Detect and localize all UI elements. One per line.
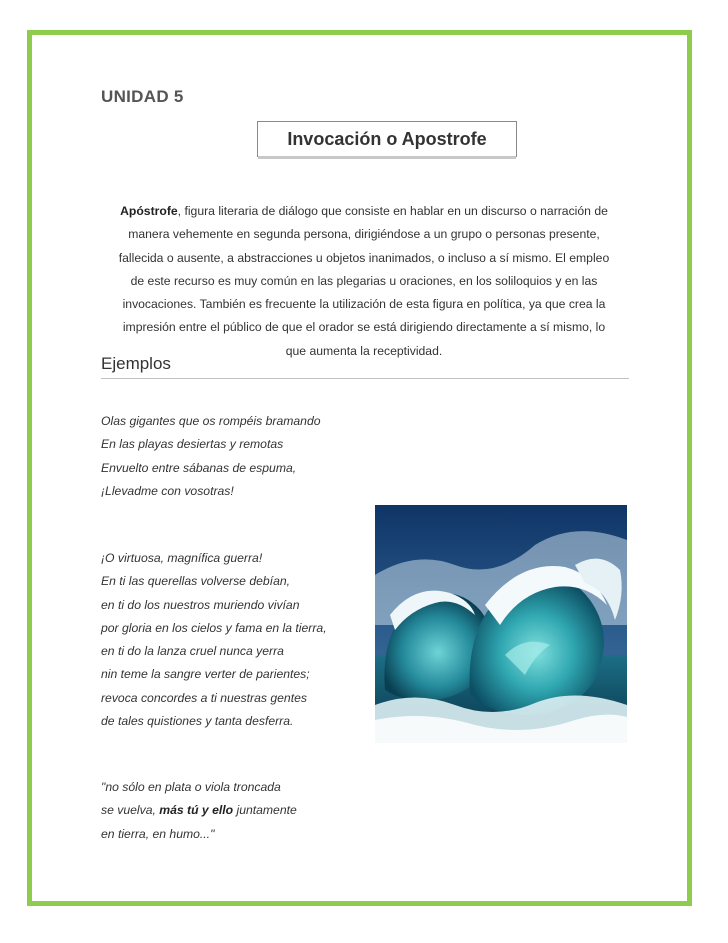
examples-divider [101, 378, 629, 379]
poem-1 [101, 410, 321, 503]
poem-3-text: juntamente [233, 803, 297, 818]
poem-1-line: Envuelto entre sábanas de espuma, [101, 460, 297, 475]
poem-3-line: "no sólo en plata o viola troncada [101, 780, 281, 794]
intro-paragraph [98, 200, 630, 363]
poem-2-line: por gloria en los cielos y fama en la tierra, [101, 620, 327, 635]
page-title: Invocación o Apostrofe [287, 129, 487, 149]
poem-3-text: se vuelva, [101, 803, 160, 818]
title-box [257, 121, 517, 157]
intro-line-5: invocaciones. También es frecuente la utilización de esta figura en política, ya que crea la [122, 297, 606, 312]
poem-3-bold: más tú y ello [159, 803, 234, 818]
intro-line-7: que aumenta la receptividad. [285, 343, 443, 358]
examples-heading: Ejemplos [101, 354, 171, 373]
intro-term: Apóstrofe [120, 204, 178, 218]
intro-line-1 [98, 200, 630, 223]
poem-2-line: ¡O virtuosa, magnífica guerra! [101, 551, 263, 565]
intro-line-6: impresión entre el público de que el orador se está dirigiendo directamente a sí mismo, lo [122, 320, 606, 335]
unit-label: UNIDAD 5 [101, 87, 184, 106]
poem-2-line: revoca concordes a ti nuestras gentes [101, 690, 307, 705]
poem-2-line: en ti do la lanza cruel nunca yerra [101, 644, 284, 659]
intro-line-1-text: , figura literaria de diálogo que consiste en hablar en un discurso o narración de [177, 204, 608, 218]
poem-1-line: En las playas desiertas y remotas [101, 437, 284, 452]
poem-1-line: Olas gigantes que os rompéis bramando [101, 414, 321, 428]
poem-3 [101, 776, 297, 846]
poem-3-line [101, 799, 297, 822]
title-shadow [258, 156, 516, 159]
poem-2-line: en ti do los nuestros muriendo vivían [101, 597, 300, 612]
poem-2-line: nin teme la sangre verter de parientes; [101, 667, 310, 682]
poem-2-line: En ti las querellas volverse debían, [101, 574, 291, 589]
poem-1-line: ¡Llevadme con vosotras! [101, 483, 234, 498]
intro-line-4: de este recurso es muy común en las plegarias u oraciones, en los soliloquios y en las [130, 273, 598, 288]
intro-line-3: fallecida o ausente, a abstracciones u objetos inanimados, o incluso a sí mismo. El empleo [118, 250, 610, 265]
poem-2-line: de tales quistiones y tanta desferra. [101, 714, 294, 729]
ocean-wave-image [375, 505, 627, 743]
poem-2 [101, 547, 327, 733]
intro-line-2: manera vehemente en segunda persona, dirigiéndose a un grupo o personas presente, [128, 227, 600, 242]
poem-3-line: en tierra, en humo..." [101, 826, 215, 841]
